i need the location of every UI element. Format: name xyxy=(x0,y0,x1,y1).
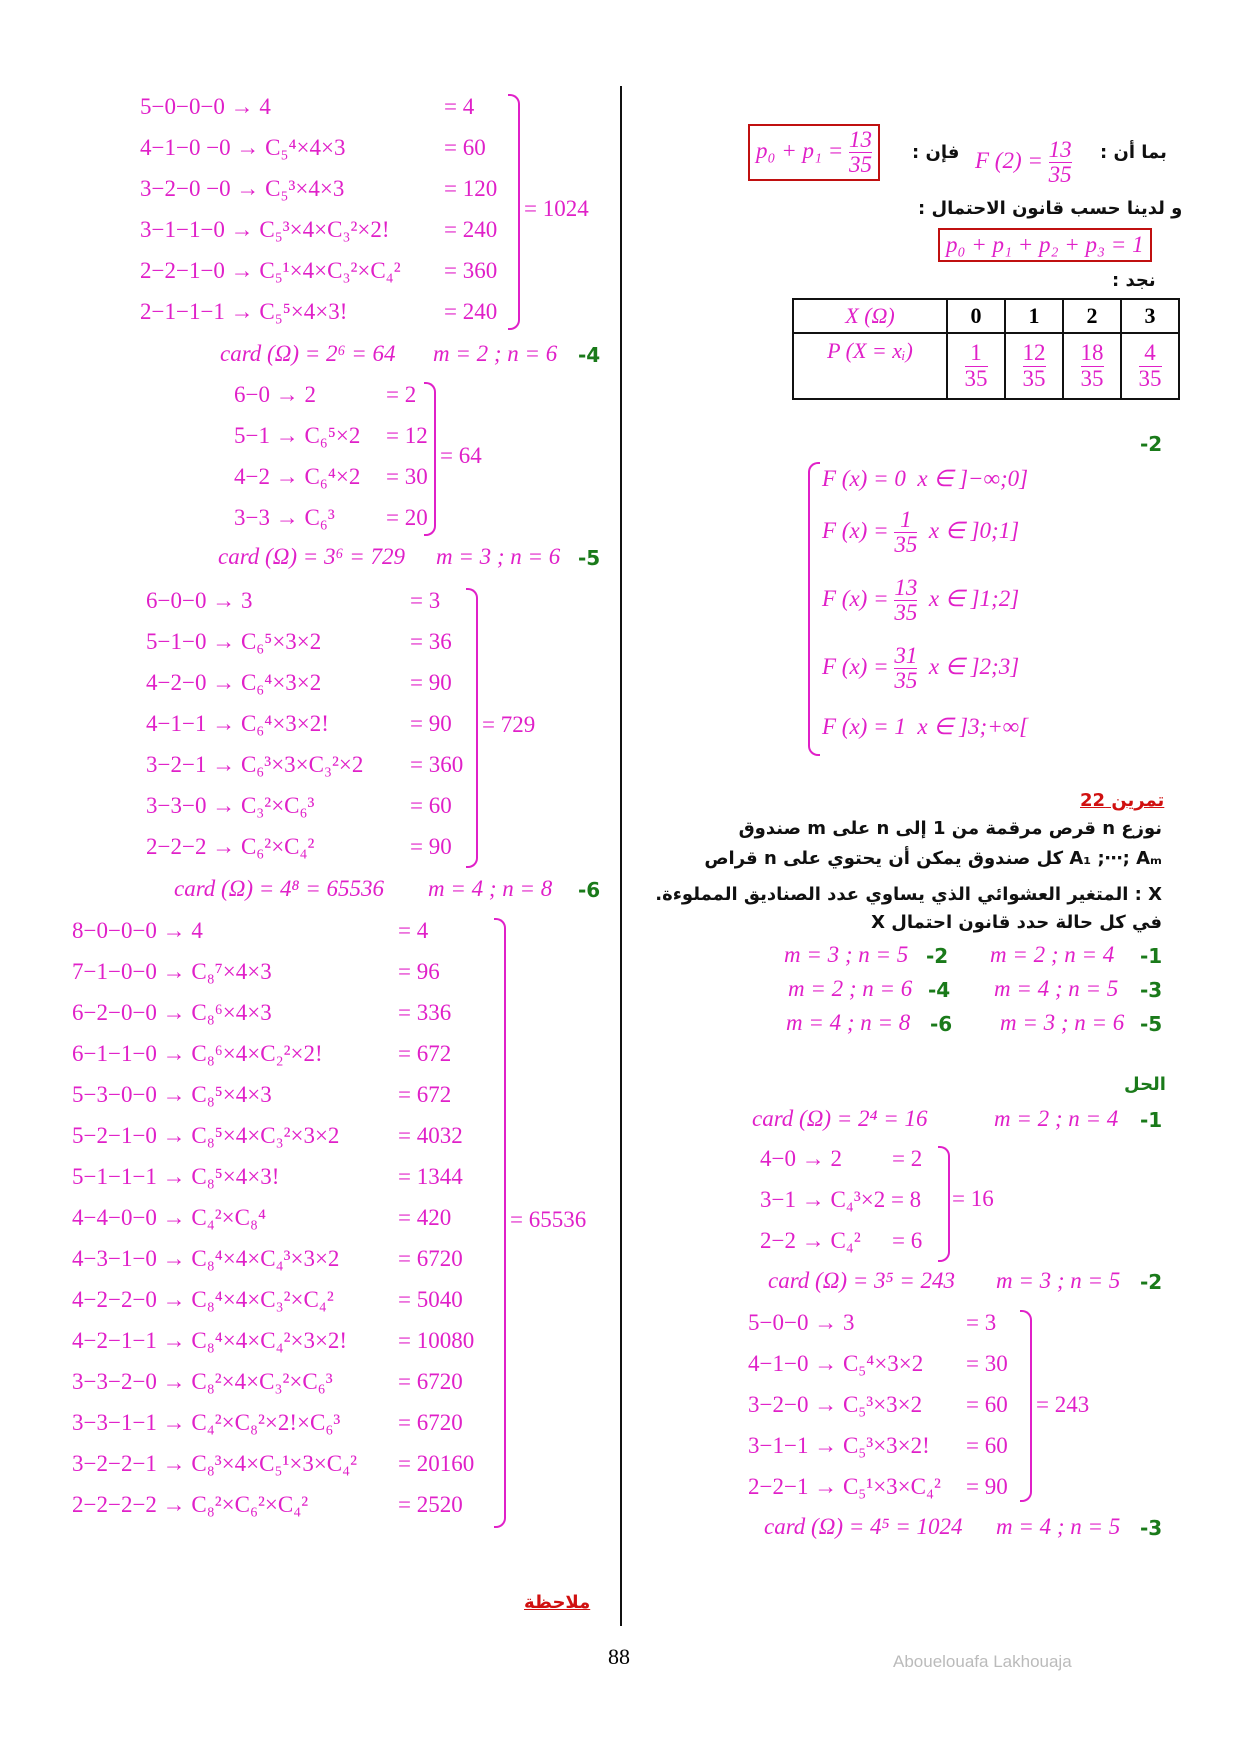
row-value: = 6720 xyxy=(398,1410,463,1435)
cdf-row: F (x) = 1 x ∈ ]3;+∞[ xyxy=(822,714,1029,739)
row-expression: 5−3−0−0 → C₈⁵×4×3 xyxy=(72,1082,272,1107)
row-value: = 6720 xyxy=(398,1246,463,1271)
case-number: -4 xyxy=(928,978,951,1002)
row-value: = 30 xyxy=(966,1351,1008,1376)
sum-equation-box: p₀ + p₁ + p₂ + p₃ = 1 xyxy=(938,228,1152,262)
exercise-line: نوزع n قرص مرقمة من 1 إلى n على m صندوق xyxy=(738,818,1162,839)
row-value: = 4 xyxy=(398,918,429,943)
card-omega: card (Ω) = 4⁸ = 65536 xyxy=(174,876,385,901)
row-expression: 2−2−1 → C₅¹×3×C₄² xyxy=(748,1474,941,1499)
cdf-row: F (x) = 0 x ∈ ]−∞;0] xyxy=(822,466,1029,491)
brace-right xyxy=(424,382,436,536)
row-expression: 4−1−0 → C₅⁴×3×2 xyxy=(748,1351,924,1376)
row-expression: 6−0 → 2 xyxy=(234,382,316,407)
brace-right xyxy=(508,94,520,330)
row-value: = 60 xyxy=(444,135,486,160)
case-item: m = 3 ; n = 6 xyxy=(1000,1010,1125,1035)
row-expression: 4−1−1 → C₆⁴×3×2! xyxy=(146,711,329,736)
row-value: = 2 xyxy=(892,1146,923,1171)
row-value: = 36 xyxy=(410,629,452,654)
row-value: = 90 xyxy=(410,834,452,859)
prob-cell: $\frac{1}{35}$ xyxy=(947,333,1005,399)
row-value: = 1344 xyxy=(398,1164,463,1189)
prob-cell: $\frac{4}{35}$ xyxy=(1121,333,1179,399)
row-expression: 6−0−0 → 3 xyxy=(146,588,253,613)
row-value: = 20 xyxy=(386,505,428,530)
column-divider xyxy=(620,86,622,1626)
block-total: = 1024 xyxy=(524,196,589,221)
cdf-row: F (x) = $\frac{13}{35}$ x ∈ ]1;2] xyxy=(822,575,1020,626)
author-credit: Abouelouafa Lakhouaja xyxy=(893,1652,1072,1671)
row-expression: 4−2 → C₆⁴×2 xyxy=(234,464,361,489)
note-heading: ملاحظة xyxy=(524,1592,591,1613)
prob-cell: $\frac{18}{35}$ xyxy=(1063,333,1121,399)
card-omega: card (Ω) = 2⁶ = 64 xyxy=(220,341,396,366)
case-number: -2 xyxy=(1140,1270,1163,1294)
header-cell: 0 xyxy=(947,299,1005,333)
fraction: $\frac{13}{35}$ xyxy=(849,127,873,178)
then-label: فإن : xyxy=(912,142,960,163)
exercise-line: X : المتغير العشوائي الذي يساوي عدد الصناديق المملوءة. xyxy=(655,884,1162,905)
row-expression: 3−1−1−0 → C₅³×4×C₃²×2! xyxy=(140,217,390,242)
header-x-omega: X (Ω) xyxy=(793,299,947,333)
row-value: = 240 xyxy=(444,299,498,324)
row-expression: 2−2−2−2 → C₈²×C₆²×C₄² xyxy=(72,1492,309,1517)
row-expression: 4−3−1−0 → C₈⁴×4×C₄³×3×2 xyxy=(72,1246,340,1271)
row-expression: 3−1 → C₄³×2 = 8 xyxy=(760,1187,922,1212)
row-expression: 3−2−2−1 → C₈³×4×C₅¹×3×C₄² xyxy=(72,1451,358,1476)
row-value: = 20160 xyxy=(398,1451,475,1476)
exercise-title: تمرين 22 xyxy=(1080,790,1165,811)
question-number: -2 xyxy=(1140,432,1163,456)
card-omega: card (Ω) = 2⁴ = 16 xyxy=(752,1106,928,1131)
row-value: = 90 xyxy=(410,711,452,736)
f2-expression xyxy=(975,138,1072,187)
row-expression: 2−2−2 → C₆²×C₄² xyxy=(146,834,315,859)
block-total: = 243 xyxy=(1036,1392,1090,1417)
case-item: m = 2 ; n = 4 xyxy=(990,942,1115,967)
cdf-row: F (x) = $\frac{1}{35}$ x ∈ ]0;1] xyxy=(822,507,1020,558)
row-expression: 4−2−2−0 → C₈⁴×4×C₃²×C₄² xyxy=(72,1287,334,1312)
probability-law-table xyxy=(792,298,1180,400)
row-value: = 336 xyxy=(398,1000,452,1025)
solution-heading: الحل xyxy=(1124,1074,1166,1095)
p0-p1-box xyxy=(748,124,880,181)
block-total: = 16 xyxy=(952,1186,994,1211)
row-value: = 420 xyxy=(398,1205,452,1230)
page-number: 88 xyxy=(608,1644,630,1669)
row-expression: 4−4−0−0 → C₄²×C₈⁴ xyxy=(72,1205,267,1230)
fraction: $\frac{13}{35}$ xyxy=(1048,137,1072,188)
row-expression: 8−0−0−0 → 4 xyxy=(72,918,203,943)
block-total: = 65536 xyxy=(510,1207,587,1232)
row-expression: 5−2−1−0 → C₈⁵×4×C₃²×3×2 xyxy=(72,1123,340,1148)
row-value: = 6 xyxy=(892,1228,923,1253)
case-number: -6 xyxy=(930,1012,953,1036)
row-value: = 60 xyxy=(966,1392,1008,1417)
case-number: -1 xyxy=(1140,944,1163,968)
table-row xyxy=(793,299,1179,333)
case-number: -5 xyxy=(1140,1012,1163,1036)
row-expression: 4−2−1−1 → C₈⁴×4×C₄²×3×2! xyxy=(72,1328,348,1353)
row-value: = 672 xyxy=(398,1082,452,1107)
row-expression: 6−2−0−0 → C₈⁶×4×3 xyxy=(72,1000,272,1025)
row-value: = 96 xyxy=(398,959,440,984)
card-omega: card (Ω) = 4⁵ = 1024 xyxy=(764,1514,963,1539)
row-expression: 3−3 → C₆³ xyxy=(234,505,335,530)
brace-right xyxy=(1020,1310,1032,1502)
row-expression: 2−1−1−1 → C₅⁵×4×3! xyxy=(140,299,348,324)
row-expression: 2−2−1−0 → C₅¹×4×C₃²×C₄² xyxy=(140,258,401,283)
case-number: -3 xyxy=(1140,1516,1163,1540)
row-expression: 4−0 → 2 xyxy=(760,1146,842,1171)
row-value: = 4 xyxy=(444,94,475,119)
brace-right xyxy=(938,1146,950,1262)
case-item: m = 3 ; n = 5 xyxy=(784,942,909,967)
exercise-line: في كل حالة حدد قانون احتمال X xyxy=(871,912,1162,933)
row-expression: 2−2 → C₄² xyxy=(760,1228,861,1253)
card-omega: card (Ω) = 3⁶ = 729 xyxy=(218,544,406,569)
header-cell: 1 xyxy=(1005,299,1063,333)
header-cell: 2 xyxy=(1063,299,1121,333)
row-expression: 5−1−1−1 → C₈⁵×4×3! xyxy=(72,1164,280,1189)
row-expression: 5−1 → C₆⁵×2 xyxy=(234,423,361,448)
row-expression: 3−1−1 → C₅³×3×2! xyxy=(748,1433,930,1458)
row-expression: 7−1−0−0 → C₈⁷×4×3 xyxy=(72,959,272,984)
prob-cell: $\frac{12}{35}$ xyxy=(1005,333,1063,399)
row-value: = 30 xyxy=(386,464,428,489)
row-value: = 360 xyxy=(410,752,464,777)
row-expression: 3−3−1−1 → C₄²×C₈²×2!×C₆³ xyxy=(72,1410,341,1435)
row-value: = 120 xyxy=(444,176,498,201)
row-expression: 3−2−1 → C₆³×3×C₃²×2 xyxy=(146,752,364,777)
row-value: = 2520 xyxy=(398,1492,463,1517)
case-item: m = 4 ; n = 5 xyxy=(994,976,1119,1001)
row-expression: 6−1−1−0 → C₈⁶×4×C₂²×2! xyxy=(72,1041,323,1066)
row-value: = 6720 xyxy=(398,1369,463,1394)
case-params: m = 2 ; n = 6 xyxy=(433,341,558,366)
case-number: -6 xyxy=(578,878,601,902)
since-label: بما أن : xyxy=(1100,142,1167,163)
row-value: = 672 xyxy=(398,1041,452,1066)
case-params: m = 4 ; n = 5 xyxy=(996,1514,1121,1539)
block-total: = 64 xyxy=(440,443,482,468)
cdf-row: F (x) = $\frac{31}{35}$ x ∈ ]2;3] xyxy=(822,643,1020,694)
row-expression: 3−2−0 → C₅³×3×2 xyxy=(748,1392,923,1417)
case-number: -3 xyxy=(1140,978,1163,1002)
p-sum: p₀ + p₁ = xyxy=(756,137,844,163)
row-expression: 5−0−0 → 3 xyxy=(748,1310,855,1335)
row-value: = 90 xyxy=(410,670,452,695)
case-params: m = 3 ; n = 6 xyxy=(436,544,561,569)
row-value: = 12 xyxy=(386,423,428,448)
row-value: = 4032 xyxy=(398,1123,463,1148)
row-value: = 10080 xyxy=(398,1328,475,1353)
table-row xyxy=(793,333,1179,399)
row-value: = 5040 xyxy=(398,1287,463,1312)
row-expression: 5−1−0 → C₆⁵×3×2 xyxy=(146,629,322,654)
brace-right xyxy=(466,588,478,868)
case-params: m = 4 ; n = 8 xyxy=(428,876,553,901)
row-value: = 2 xyxy=(386,382,417,407)
row-expression: 3−3−0 → C₃²×C₆³ xyxy=(146,793,315,818)
row-value: = 3 xyxy=(966,1310,997,1335)
row-value: = 3 xyxy=(410,588,441,613)
find-label: نجد : xyxy=(1112,270,1156,291)
row-expression: 4−2−0 → C₆⁴×3×2 xyxy=(146,670,322,695)
case-item: m = 4 ; n = 8 xyxy=(786,1010,911,1035)
row-value: = 60 xyxy=(966,1433,1008,1458)
case-params: m = 2 ; n = 4 xyxy=(994,1106,1119,1131)
row-expression: 4−1−0 −0 → C₅⁴×4×3 xyxy=(140,135,346,160)
case-number: -2 xyxy=(926,944,949,968)
case-params: m = 3 ; n = 5 xyxy=(996,1268,1121,1293)
card-omega: card (Ω) = 3⁵ = 243 xyxy=(768,1268,956,1293)
block-total: = 729 xyxy=(482,712,536,737)
case-number: -4 xyxy=(578,343,601,367)
p-label: P (X = xᵢ) xyxy=(793,333,947,399)
law-statement: و لدينا حسب قانون الاحتمال : xyxy=(918,198,1183,219)
case-item: m = 2 ; n = 6 xyxy=(788,976,913,1001)
row-expression: 3−2−0 −0 → C₅³×4×3 xyxy=(140,176,345,201)
row-expression: 3−3−2−0 → C₈²×4×C₃²×C₆³ xyxy=(72,1369,333,1394)
f2-lhs: F (2) = xyxy=(975,147,1043,173)
brace-left xyxy=(808,462,820,756)
case-number: -5 xyxy=(578,546,601,570)
row-expression: 5−0−0−0 → 4 xyxy=(140,94,271,119)
row-value: = 240 xyxy=(444,217,498,242)
header-cell: 3 xyxy=(1121,299,1179,333)
row-value: = 90 xyxy=(966,1474,1008,1499)
case-number: -1 xyxy=(1140,1108,1163,1132)
brace-right xyxy=(494,918,506,1528)
row-value: = 60 xyxy=(410,793,452,818)
exercise-line: A₁ ;⋯; Aₘ كل صندوق يمكن أن يحتوي على n قراص xyxy=(704,848,1162,869)
row-value: = 360 xyxy=(444,258,498,283)
